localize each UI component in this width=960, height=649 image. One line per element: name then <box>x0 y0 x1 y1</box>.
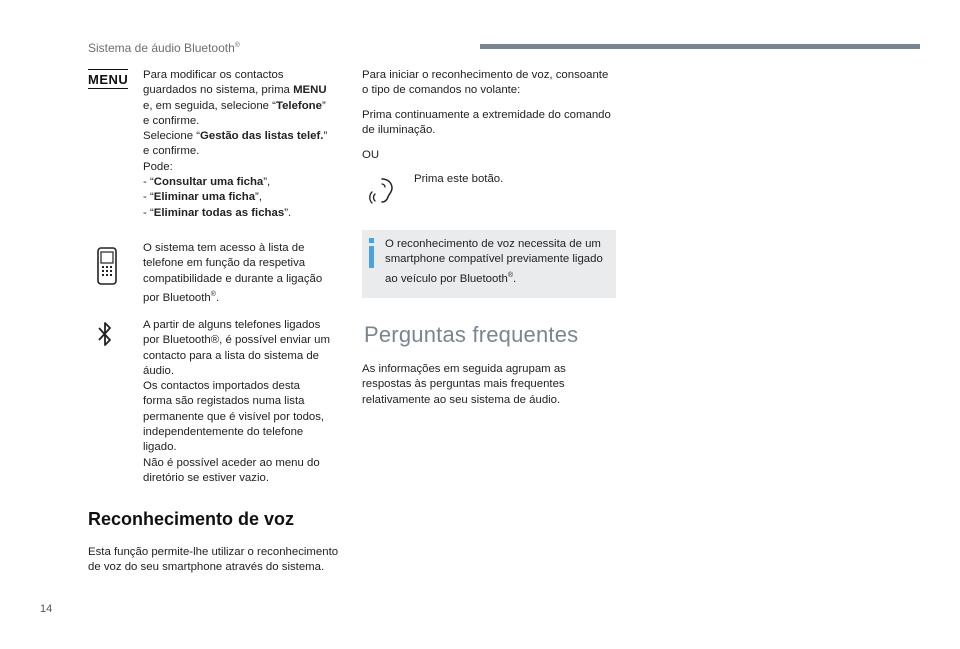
page-number: 14 <box>40 603 53 615</box>
menu-line-1: Para modificar os contactos <box>143 69 284 81</box>
bt-line: áudio. <box>143 364 175 377</box>
info-text <box>385 237 611 287</box>
faq-line: relativamente ao seu sistema de áudio. <box>362 393 561 406</box>
bt-line: Não é possível aceder ao menu do <box>143 456 320 469</box>
bluetooth-icon <box>97 320 113 350</box>
phone-line: telefone em função da respetiva <box>143 257 306 270</box>
faq-line: As informações em seguida agrupam as <box>362 363 566 375</box>
section-line: Esta função permite-lhe utilizar o reconhecimento <box>88 546 339 558</box>
header-bar <box>480 44 920 49</box>
faq-line: respostas às perguntas mais frequentes <box>362 378 565 391</box>
section-title: Reconhecimento de voz <box>88 509 295 529</box>
bt-line: por Bluetooth®, é possível enviar um <box>143 334 330 347</box>
intro-line: o tipo de comandos no volante: <box>362 84 521 97</box>
bt-line: ligado. <box>143 441 177 454</box>
menu-line-3: e, em seguida, selecione “Telefone” <box>143 99 326 112</box>
bt-line: Os contactos importados desta <box>143 380 301 393</box>
info-line: O reconhecimento de voz necessita de um <box>385 238 601 250</box>
section-line: de voz do seu smartphone através do sistema. <box>88 561 325 574</box>
instruction-line: de iluminação. <box>362 124 436 137</box>
phone-line: compatibilidade e durante a ligação <box>143 272 323 285</box>
list-item: - “Consultar uma ficha”, <box>143 176 271 189</box>
list-item: - “Eliminar todas as fichas”. <box>143 206 292 219</box>
faq-title: Perguntas frequentes <box>364 322 579 347</box>
menu-line-4: e confirme. <box>143 114 200 127</box>
menu-line-6: e confirme. <box>143 145 200 158</box>
bluetooth-paragraph <box>143 318 353 486</box>
bt-line: contacto para a lista do sistema de <box>143 349 320 362</box>
info-line: ao veículo por Bluetooth®. <box>385 271 517 285</box>
menu-button-icon: MENU <box>88 72 129 87</box>
menu-instructions <box>143 68 353 221</box>
bt-line: diretório se estiver vazio. <box>143 471 269 484</box>
info-line: smartphone compatível previamente ligado <box>385 253 603 266</box>
section-paragraph <box>88 545 358 576</box>
instruction-line: Prima continuamente a extremidade do comando <box>362 109 611 121</box>
info-icon <box>368 238 375 268</box>
intro-line: Para iniciar o reconhecimento de voz, consoante <box>362 69 609 81</box>
bt-line: forma são registados numa lista <box>143 395 305 408</box>
voice-intro <box>362 68 622 99</box>
voice-instruction <box>362 108 622 139</box>
or-label: OU <box>362 149 380 161</box>
phone-paragraph <box>143 241 353 306</box>
registered-mark: ® <box>234 42 240 49</box>
menu-line-2: guardados no sistema, prima MENU <box>143 84 327 97</box>
menu-line-7: Pode: <box>143 160 173 173</box>
list-item: - “Eliminar uma ficha”, <box>143 191 263 204</box>
phone-icon <box>97 247 117 285</box>
bt-line: independentemente do telefone <box>143 426 304 439</box>
faq-paragraph <box>362 362 622 408</box>
voice-button-text: Prima este botão. <box>414 173 504 185</box>
running-header-text: Sistema de áudio Bluetooth <box>88 41 235 55</box>
running-header <box>88 38 240 56</box>
bt-line: permanente que é visível por todos, <box>143 410 325 423</box>
voice-command-icon <box>368 175 402 207</box>
menu-line-5: Selecione “Gestão das listas telef.” <box>143 130 328 143</box>
phone-line: por Bluetooth®. <box>143 290 220 304</box>
phone-line: O sistema tem acesso à lista de <box>143 242 305 254</box>
bt-line: A partir de alguns telefones ligados <box>143 319 321 331</box>
